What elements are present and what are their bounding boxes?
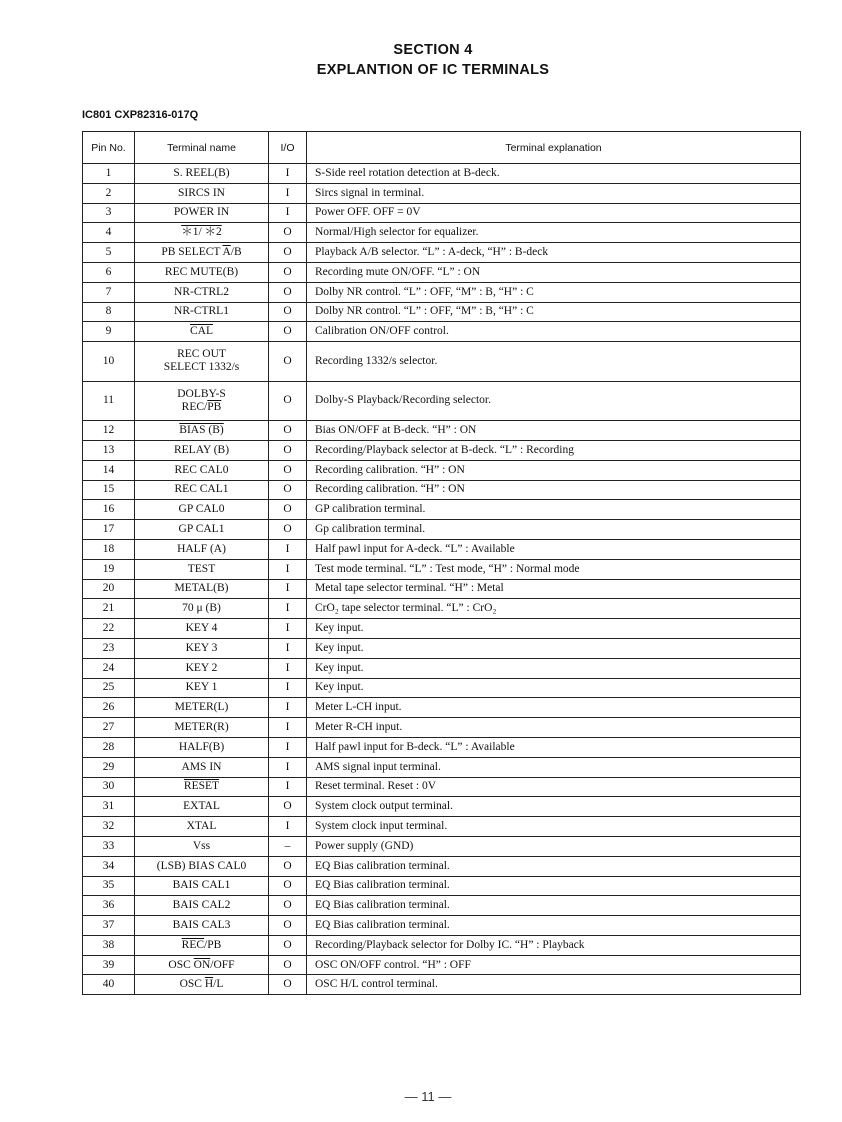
terminal-name: GP CAL1 [135,520,269,540]
table-row [83,916,801,936]
table-row [83,638,801,658]
pin-number: 40 [83,975,135,995]
io-type: O [269,797,307,817]
header-terminal-name: Terminal name [135,132,269,164]
terminal-explanation: Power OFF. OFF = 0V [307,203,801,223]
pin-number: 13 [83,440,135,460]
table-row [83,539,801,559]
table-row [83,737,801,757]
terminal-name: ＊1/ ＊2 [135,223,269,243]
terminal-name: NR-CTRL2 [135,282,269,302]
table-row [83,282,801,302]
io-type: O [269,460,307,480]
pin-number: 28 [83,737,135,757]
terminal-explanation: Half pawl input for A-deck. “L” : Available [307,539,801,559]
terminal-name: RESET [135,777,269,797]
pin-number: 36 [83,896,135,916]
terminal-explanation: OSC ON/OFF control. “H” : OFF [307,955,801,975]
ic-label: IC801 CXP82316-017Q [82,109,199,121]
section-subtitle: EXPLANTION OF IC TERMINALS [316,62,550,78]
table-row [83,243,801,263]
table-row [83,262,801,282]
io-type: I [269,718,307,738]
pin-number: 7 [83,282,135,302]
io-type: O [269,262,307,282]
table-row [83,480,801,500]
terminal-name: XTAL [135,817,269,837]
terminal-name-line-1: DOLBY-S [177,387,226,400]
pin-number: 31 [83,797,135,817]
io-type: I [269,599,307,619]
terminal-name: $\overline{REC}/PB$ [135,935,269,955]
table-row [83,836,801,856]
pin-number: 30 [83,777,135,797]
pin-number: 5 [83,243,135,263]
table-body [83,164,801,995]
terminal-explanation: Recording 1332/s selector. [307,342,801,382]
terminal-explanation: Playback A/B selector. “L” : A-deck, “H” : B-deck [307,243,801,263]
terminal-name: GP CAL0 [135,500,269,520]
terminal-explanation: EQ Bias calibration terminal. [307,856,801,876]
terminal-name [135,381,269,421]
terminal-explanation: Recording calibration. “H” : ON [307,460,801,480]
pin-number: 4 [83,223,135,243]
terminal-explanation: Bias ON/OFF at B-deck. “H” : ON [307,421,801,441]
io-type: I [269,817,307,837]
io-type: O [269,975,307,995]
header-terminal-explanation: Terminal explanation [307,132,801,164]
pin-number: 23 [83,638,135,658]
terminal-name: 70 μ (B) [135,599,269,619]
terminal-explanation: System clock output terminal. [307,797,801,817]
io-type: O [269,935,307,955]
terminal-name: KEY 1 [135,678,269,698]
page-number: — 11 — [404,1089,452,1104]
terminal-name-line-2: SELECT 1332/s [163,361,240,374]
pin-number: 25 [83,678,135,698]
terminal-name: PB SELECT $\overline{A}/B$ [135,243,269,263]
terminal-explanation: Power supply (GND) [307,836,801,856]
io-type: O [269,381,307,421]
io-type: O [269,480,307,500]
terminal-name: OSC $\overline{H}/L$ [135,975,269,995]
terminal-name: BAIS CAL2 [135,896,269,916]
pin-number: 34 [83,856,135,876]
terminal-name: (LSB) BIAS CAL0 [135,856,269,876]
terminal-explanation: Recording mute ON/OFF. “L” : ON [307,262,801,282]
table-row [83,856,801,876]
table-row [83,658,801,678]
io-type: O [269,282,307,302]
pin-number: 37 [83,916,135,936]
terminal-name: NR-CTRL1 [135,302,269,322]
terminal-explanation: Dolby-S Playback/Recording selector. [307,381,801,421]
pin-number: 17 [83,520,135,540]
pin-number: 33 [83,836,135,856]
io-type: I [269,203,307,223]
terminal-name: $\overline{CAL}$ [135,322,269,342]
terminal-name [135,342,269,382]
terminal-name: METER(L) [135,698,269,718]
table-row [83,896,801,916]
table-row [83,223,801,243]
io-type: I [269,579,307,599]
terminal-explanation: AMS signal input terminal. [307,757,801,777]
table-row [83,203,801,223]
terminal-explanation: Sircs signal in terminal. [307,183,801,203]
terminal-explanation: OSC H/L control terminal. [307,975,801,995]
pin-number: 6 [83,262,135,282]
terminal-explanation: Reset terminal. Reset : 0V [307,777,801,797]
table-row [83,718,801,738]
table-row [83,322,801,342]
pin-number: 12 [83,421,135,441]
table-row [83,460,801,480]
io-type: O [269,500,307,520]
pin-number: 20 [83,579,135,599]
table-row [83,757,801,777]
pin-number: 32 [83,817,135,837]
terminal-name: METAL(B) [135,579,269,599]
terminal-name: HALF(B) [135,737,269,757]
terminal-name: KEY 4 [135,619,269,639]
terminal-explanation: Key input. [307,638,801,658]
table-row [83,599,801,619]
terminal-name: AMS IN [135,757,269,777]
terminal-explanation: Meter L-CH input. [307,698,801,718]
io-type: I [269,658,307,678]
section-title: SECTION 4 [393,42,473,58]
terminal-name: REC MUTE(B) [135,262,269,282]
terminal-name: POWER IN [135,203,269,223]
terminal-name: OSC $\overline{ON}$/OFF [135,955,269,975]
pin-number: 27 [83,718,135,738]
table-row [83,955,801,975]
table-row [83,302,801,322]
table-row [83,440,801,460]
io-type: O [269,421,307,441]
pin-number: 10 [83,342,135,382]
terminal-explanation: Calibration ON/OFF control. [307,322,801,342]
pin-number: 39 [83,955,135,975]
terminal-explanation: Recording/Playback selector at B-deck. “L” : Recording [307,440,801,460]
table-row [83,698,801,718]
io-type: O [269,342,307,382]
io-type: I [269,638,307,658]
io-type: O [269,955,307,975]
terminal-name: EXTAL [135,797,269,817]
terminal-explanation: GP calibration terminal. [307,500,801,520]
pin-number: 24 [83,658,135,678]
pin-number: 35 [83,876,135,896]
terminal-explanation: System clock input terminal. [307,817,801,837]
terminal-name: KEY 3 [135,638,269,658]
pin-number: 11 [83,381,135,421]
pin-number: 3 [83,203,135,223]
terminal-explanation: CrO₂ tape selector terminal. “L” : CrO₂ [307,599,801,619]
table-row [83,520,801,540]
terminal-name: HALF (A) [135,539,269,559]
pin-number: 21 [83,599,135,619]
io-type: O [269,896,307,916]
terminal-explanation: Normal/High selector for equalizer. [307,223,801,243]
table-row [83,421,801,441]
pin-number: 15 [83,480,135,500]
terminal-explanation: EQ Bias calibration terminal. [307,916,801,936]
terminal-explanation: Test mode terminal. “L” : Test mode, “H” : Normal mode [307,559,801,579]
io-type: O [269,302,307,322]
io-type: I [269,698,307,718]
pin-number: 29 [83,757,135,777]
header-io: I/O [269,132,307,164]
table-row [83,975,801,995]
table-row [83,619,801,639]
terminal-name: BAIS CAL3 [135,916,269,936]
pin-number: 9 [83,322,135,342]
table-row [83,381,801,421]
io-type: O [269,440,307,460]
terminal-explanation: Meter R-CH input. [307,718,801,738]
terminal-explanation: Dolby NR control. “L” : OFF, “M” : B, “H” : C [307,302,801,322]
pin-number: 8 [83,302,135,322]
terminal-name: KEY 2 [135,658,269,678]
io-type: I [269,777,307,797]
io-type: I [269,559,307,579]
terminal-explanation: EQ Bias calibration terminal. [307,876,801,896]
terminal-name: TEST [135,559,269,579]
terminal-name: S. REEL(B) [135,164,269,184]
io-type: O [269,856,307,876]
terminal-explanation: Recording calibration. “H” : ON [307,480,801,500]
io-type: I [269,737,307,757]
table-row [83,579,801,599]
io-type: I [269,164,307,184]
terminal-explanation: Half pawl input for B-deck. “L” : Available [307,737,801,757]
terminal-explanation: Key input. [307,619,801,639]
io-type: I [269,183,307,203]
terminal-name: RELAY (B) [135,440,269,460]
table-header-row [83,132,801,164]
io-type: I [269,757,307,777]
terminal-name: METER(R) [135,718,269,738]
io-type: O [269,916,307,936]
table-row [83,559,801,579]
table-row [83,817,801,837]
pin-number: 19 [83,559,135,579]
pin-number: 38 [83,935,135,955]
table-row [83,777,801,797]
ic-terminal-table [82,131,801,995]
io-type: O [269,223,307,243]
terminal-explanation: Recording/Playback selector for Dolby IC. “H” : Playback [307,935,801,955]
pin-number: 22 [83,619,135,639]
terminal-name: BIAS (B) [135,421,269,441]
terminal-explanation: Metal tape selector terminal. “H” : Metal [307,579,801,599]
io-type: – [269,836,307,856]
io-type: O [269,876,307,896]
pin-number: 1 [83,164,135,184]
table-row [83,183,801,203]
io-type: I [269,619,307,639]
pin-number: 26 [83,698,135,718]
terminal-explanation: Key input. [307,658,801,678]
table-row [83,876,801,896]
table-row [83,797,801,817]
pin-number: 18 [83,539,135,559]
io-type: I [269,678,307,698]
terminal-name: REC CAL0 [135,460,269,480]
terminal-name-line-1: REC OUT [177,348,226,361]
pin-number: 14 [83,460,135,480]
header-pin-no: Pin No. [83,132,135,164]
terminal-explanation: Key input. [307,678,801,698]
terminal-name: BAIS CAL1 [135,876,269,896]
terminal-name: Vss [135,836,269,856]
pin-number: 16 [83,500,135,520]
io-type: O [269,322,307,342]
pin-number: 2 [83,183,135,203]
table-row [83,935,801,955]
terminal-explanation: Gp calibration terminal. [307,520,801,540]
table-row [83,500,801,520]
terminal-explanation: S-Side reel rotation detection at B-deck. [307,164,801,184]
table-row [83,342,801,382]
terminal-explanation: Dolby NR control. “L” : OFF, “M” : B, “H” : C [307,282,801,302]
io-type: I [269,539,307,559]
terminal-name: SIRCS IN [135,183,269,203]
io-type: O [269,243,307,263]
terminal-name: REC CAL1 [135,480,269,500]
table-row [83,678,801,698]
io-type: O [269,520,307,540]
table-row [83,164,801,184]
terminal-explanation: EQ Bias calibration terminal. [307,896,801,916]
terminal-name-line-2: REC/$\overline{PB}$ [181,400,222,413]
